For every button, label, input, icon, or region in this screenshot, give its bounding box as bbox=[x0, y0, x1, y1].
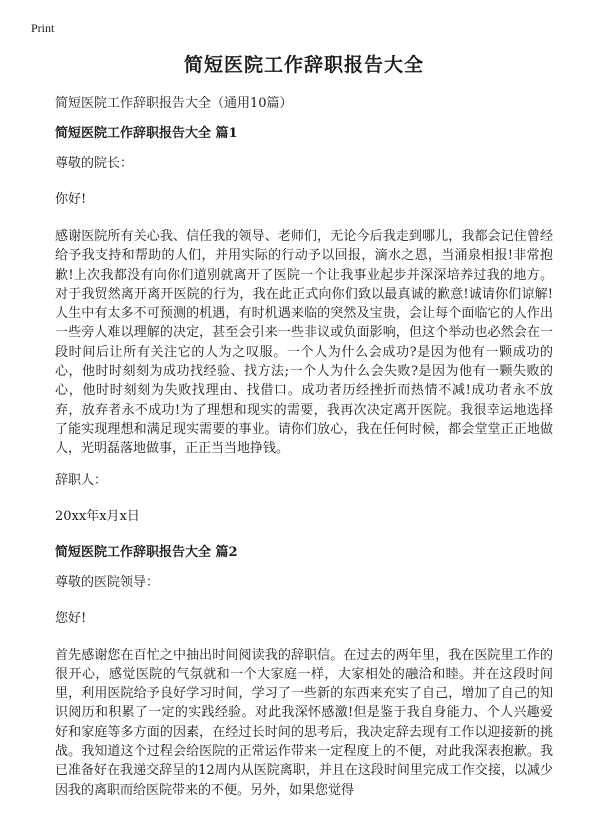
document bbox=[55, 50, 553, 813]
document-title: 简短医院工作辞职报告大全 bbox=[183, 54, 424, 76]
section-1-heading: 简短医院工作辞职报告大全 篇1 bbox=[55, 126, 238, 141]
section-1-greeting: 你好! bbox=[55, 192, 87, 207]
section-2-salutation: 尊敬的医院领导： bbox=[55, 574, 160, 590]
section-1-body: 感谢医院所有关心我、信任我的领导、老师们，无论今后我走到哪儿，我都会记住曾经给予我支持和帮助的人们，并用实际的行动予以回报，滴水之恩，当涌泉相报!非常抱歉!上次我都没有向你们道别就离开了医院一个让我事业起步并深深培养过我的地方。对于我贸然离开离开医院的行为，我在此正式向你们致以最真诚的歉意!诚请你们谅解!人生中有太多不可预测的机遇，有时机遇来临的突然及宝贵，会让每个面临它的人作出一些旁人难以理解的决定，甚至会引来一些非议或负面影响，但这个举动也必然会在一段时间后让所有关注它的人为之叹服。一个人为什么会成功?是因为他有一颗成功的心，他时时刻刻为成功找经验、找方法;一个人为什么会失败?是因为他有一颗失败的心，他时时刻刻为失败找理由、找借口。成功者历经挫折而热情不减!成功者永不放弃，放弃者永不成功!为了理想和现实的需要，我再次决定离开医院。我很幸运地选择了能实现理想和满足现实需要的事业。请你们放心，我在任何时候，都会堂堂正正地做人，光明磊落地做事，正正当当地挣钱。 bbox=[55, 229, 553, 457]
section-2-body: 首先感谢您在百忙之中抽出时间阅读我的辞职信。在过去的两年里，我在医院里工作的很开心，感觉医院的气氛就和一个大家庭一样，大家相处的融洽和睦。并在这段时间里，利用医院给予良好学习时间，学习了一些新的东西来充实了自己，增加了自己的知识阅历和积累了一定的实践经验。对此我深怀感激!但是鉴于我自身能力、个人兴趣爱好和家庭等多方面的因素，在经过长时间的思考后，我决定辞去现有工作以迎接新的挑战。我知道这个过程会给医院的正常运作带来一定程度上的不便，对此我深表抱歉。我已准备好在我递交辞呈的12周内从医院离职，并且在这段时间里完成工作交接，以减少因我的离职而给医院带来的不便。另外，如果您觉得 bbox=[55, 647, 553, 798]
print-link[interactable]: Print bbox=[31, 21, 55, 35]
section-1-salutation: 尊敬的院长： bbox=[55, 156, 134, 171]
section-1-signer: 辞职人： bbox=[55, 472, 108, 488]
section-2-heading: 简短医院工作辞职报告大全 篇2 bbox=[55, 544, 238, 560]
section-2-greeting: 您好! bbox=[55, 610, 87, 626]
document-subtitle: 简短医院工作辞职报告大全（通用10篇） bbox=[55, 96, 293, 111]
section-1-date: 20xx年x月x日 bbox=[55, 508, 140, 524]
